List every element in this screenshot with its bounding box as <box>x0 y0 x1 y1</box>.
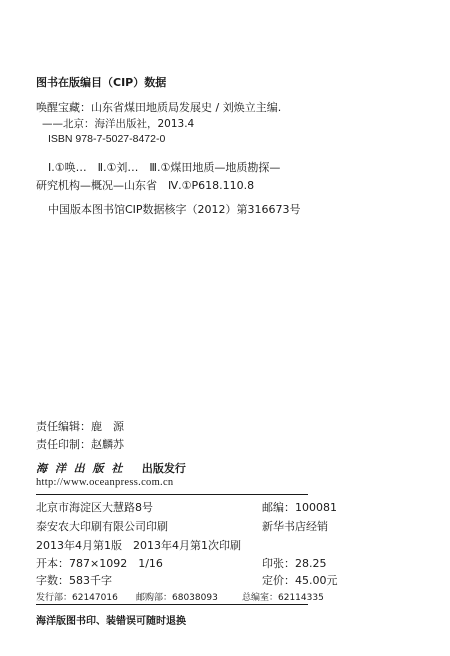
publisher-logo: 海 洋 出 版 社 <box>36 462 125 475</box>
cip-publisher-line: ——北京：海洋出版社，2013.4 <box>42 118 195 130</box>
editorial-office-phone: 总编室：62114335 <box>242 593 324 603</box>
word-count: 字数：583千字 <box>36 574 112 587</box>
cip-title-line: 唤醒宝藏：山东省煤田地质局发展史 / 刘焕立主编. <box>36 101 282 114</box>
edition: 2013年4月第1版 2013年4月第1次印刷 <box>36 539 241 552</box>
publisher-label: 出版发行 <box>141 462 186 475</box>
distributor: 新华书店经销 <box>262 520 328 533</box>
publisher-url[interactable]: http://www.oceanpress.com.cn <box>36 477 174 488</box>
printer: 泰安农大印刷有限公司印刷 <box>36 520 168 533</box>
address-row <box>36 499 337 515</box>
return-notice: 海洋版图书印、装错误可随时退换 <box>36 616 186 627</box>
cip-isbn: ISBN 978-7-5027-8472-0 <box>48 133 166 145</box>
mail-order-phone: 邮购部：68038093 <box>136 593 218 603</box>
cip-heading: 图书在版编目（CIP）数据 <box>36 76 167 89</box>
publisher-block <box>36 460 186 476</box>
cip-classification-line-1: Ⅰ.①唤… Ⅱ.①刘… Ⅲ.①煤田地质—地质勘探— <box>48 161 281 174</box>
postcode: 邮编：100081 <box>262 501 337 514</box>
cip-core-data: 中国版本图书馆CIP数据核字（2012）第316673号 <box>48 203 301 216</box>
sales-phone: 发行部：62147016 <box>36 593 118 603</box>
format: 开本：787×1092 1/16 <box>36 557 163 570</box>
divider-top <box>36 494 308 495</box>
price: 定价：45.00元 <box>262 574 338 587</box>
edition-row <box>36 537 241 553</box>
words-row <box>36 572 338 588</box>
phones-row <box>36 590 324 603</box>
sheets: 印张：28.25 <box>262 557 327 570</box>
format-row <box>36 555 327 571</box>
address: 北京市海淀区大慧路8号 <box>36 501 153 514</box>
cip-classification-line-2: 研究机构—概况—山东省 Ⅳ.①P618.110.8 <box>36 179 255 192</box>
divider-bottom <box>36 604 308 605</box>
printer-row <box>36 518 328 534</box>
responsible-editor: 责任编辑：鹿 源 <box>36 420 124 433</box>
responsible-printing: 责任印制：赵麟苏 <box>36 438 124 451</box>
